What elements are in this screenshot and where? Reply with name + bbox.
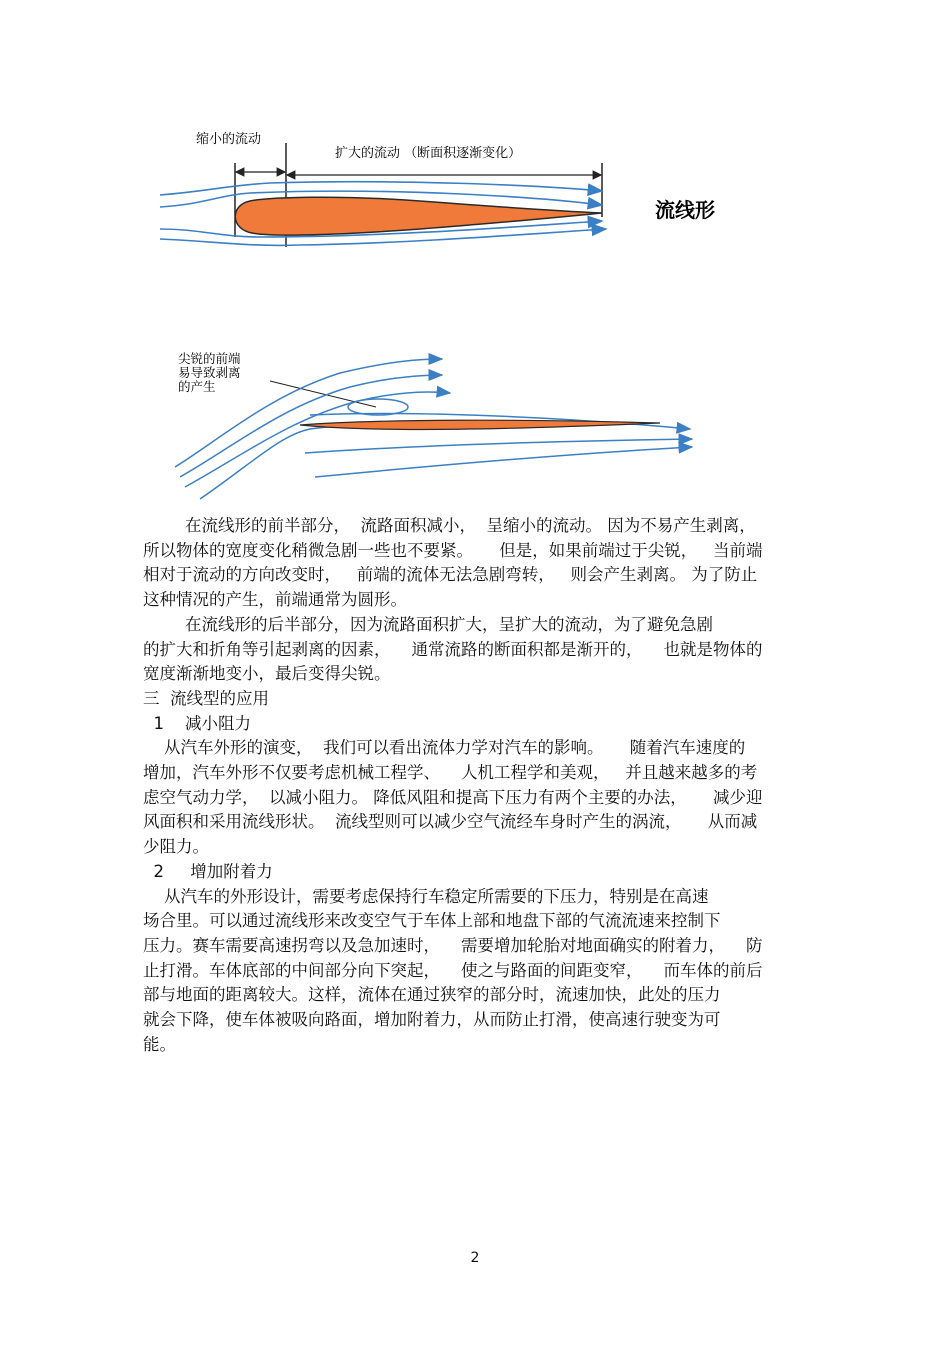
body-text (143, 514, 813, 1057)
text-line: 增加，汽车外形不仅要考虑机械工程学、 人机工程学和美观， 并且越来越多的考 (143, 763, 758, 783)
sharp-body (300, 420, 660, 429)
label-streamline-shape: 流线形 (655, 198, 715, 222)
streamline-diagram (140, 125, 800, 260)
text-line: 风面积和采用流线形状。 流线型则可以减少空气流经车身时产生的涡流， 从而减 (143, 812, 758, 832)
text-line: 就会下降，使车体被吸向路面，增加附着力，从而防止打滑，使高速行驶变为可 (143, 1010, 721, 1030)
text-line: 部与地面的距离较大。这样，流体在通过狭窄的部分时，流速加快，此处的压力 (143, 985, 721, 1005)
text-line: 少阻力。 (143, 837, 209, 857)
text-line: 在流线形的后半部分，因为流路面积扩大，呈扩大的流动，为了避免急剧 (143, 614, 713, 634)
subheading: 2 增加附着力 (143, 861, 273, 881)
subheading: 1 减小阻力 (143, 713, 251, 733)
streamlined-body (235, 197, 602, 235)
annotation-line-2: 易导致剥离 (178, 365, 241, 380)
text-line: 所以物体的宽度变化稍微急剧一些也不要紧。 但是，如果前端过于尖锐， 当前端 (143, 540, 763, 560)
annotation-line-3: 的产生 (178, 379, 216, 394)
text-line: 从汽车的外形设计，需要考虑保持行车稳定所需要的下压力，特别是在高速 (143, 886, 709, 906)
separation-eddy (348, 399, 408, 415)
text-line: 虑空气动力学， 以减小阻力。 降低风阻和提高下压力有两个主要的办法， 减少迎 (143, 787, 763, 807)
streamline-figure (140, 125, 800, 260)
text-line: 相对于流动的方向改变时， 前端的流体无法急剧弯转， 则会产生剥离。 为了防止 (143, 565, 758, 585)
text-line: 从汽车外形的演变， 我们可以看出流体力学对汽车的影响。 随着汽车速度的 (143, 738, 746, 758)
text-line: 止打滑。车体底部的中间部分向下突起， 使之与路面的间距变窄， 而车体的前后 (143, 960, 763, 980)
text-line: 能。 (143, 1034, 176, 1054)
text-line: 场合里。可以通过流线形来改变空气于车体上部和地盘下部的气流流速来控制下 (143, 911, 721, 931)
page-number: 2 (470, 1250, 480, 1266)
separation-diagram (140, 345, 800, 505)
text-line: 宽度渐渐地变小，最后变得尖锐。 (143, 664, 391, 684)
section-heading: 三 流线型的应用 (143, 688, 269, 708)
label-expanding-flow: 扩大的流动 （断面积逐渐变化） (335, 146, 522, 161)
text-line: 压力。赛车需要高速拐弯以及急加速时， 需要增加轮胎对地面确实的附着力， 防 (143, 935, 763, 955)
sharp-front-figure (140, 345, 800, 505)
text-line: 的扩大和折角等引起剥离的因素， 通常流路的断面积都是渐开的， 也就是物体的 (143, 639, 763, 659)
label-contracting-flow: 缩小的流动 (196, 132, 262, 147)
text-line: 这种情况的产生，前端通常为圆形。 (143, 590, 407, 610)
annotation-line-1: 尖锐的前端 (178, 351, 241, 366)
text-line: 在流线形的前半部分， 流路面积减小， 呈缩小的流动。 因为不易产生剥离， (143, 516, 756, 535)
